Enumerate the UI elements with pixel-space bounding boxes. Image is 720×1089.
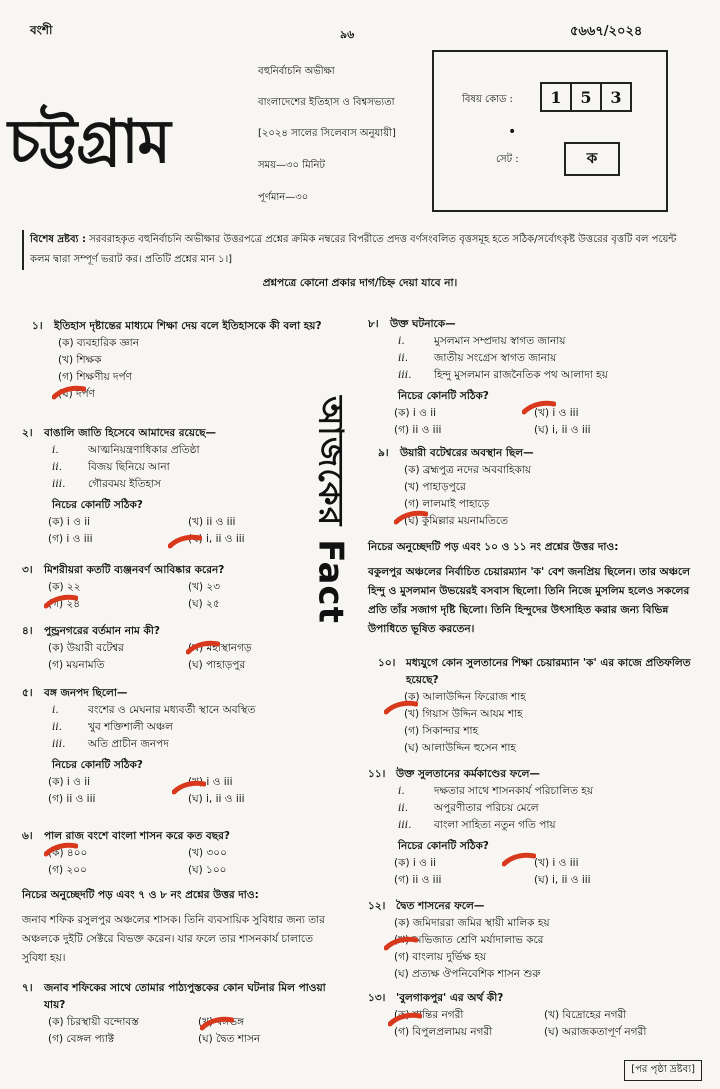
instruction-line: প্রশ্নপত্রে কোনো প্রকার দাগ/চিহ্ন দেয়া যাবে না। (262, 277, 458, 289)
option-marked: (ঘ) i, ii ও iii (188, 533, 245, 545)
answer-mark-icon (394, 510, 428, 526)
answer-mark-icon (522, 400, 556, 416)
option: (ঘ) i, ii ও iii (534, 874, 591, 886)
question-number: ১। (32, 320, 43, 332)
option: (গ) i ও iii (48, 533, 93, 545)
answer-mark-icon (502, 852, 536, 868)
option: (ঘ) ১০০ (188, 864, 227, 876)
option-marked: (খ) মহাস্থানগড় (188, 642, 252, 654)
option-marked: (ক) শান্তির নগরী (394, 1009, 464, 1021)
question-text: পুন্ড্রনগরের বর্তমান নাম কী? (44, 625, 160, 637)
exam-syllabus: [২০২৪ সালের সিলেবাস অনুযায়ী] (258, 128, 396, 139)
passage-text: জনাব শফিক রসুলপুর অঞ্চলের শাসক। তিনি ব্যবসায়িক সুবিধার জন্য তার অঞ্চলকে দুইটি সেক্টরে বিভক্ত করেন। যার ফলে তার শাসনকার্য চালাতে সুবিধা হয়। (22, 914, 325, 964)
option-marked: (ক) ৪০০ (48, 847, 88, 859)
question-2 (22, 425, 342, 548)
question-number: ৬। (22, 830, 33, 842)
option: (খ) শিক্ষক (58, 354, 102, 366)
header-left-label: বংশী (30, 23, 53, 37)
passage-intro: নিচের অনুচ্ছেদটি পড় এবং ১০ ও ১১ নং প্রশ্নের উত্তর দাও: (368, 541, 619, 553)
option: (গ) ২০০ (48, 864, 87, 876)
question-number: ১৩। (368, 992, 386, 1004)
question-text: উয়ারী বটেশ্বরের অবস্থান ছিল— (400, 447, 534, 459)
statement: iii. গৌরবময় ইতিহাস (52, 478, 161, 490)
option: (ঘ) দর্পণ (58, 388, 96, 400)
passage-2 (368, 538, 698, 639)
answer-mark-icon (384, 936, 418, 952)
box-dot: • (508, 124, 517, 140)
question-text: মিশরীয়রা কতটি ব্যঞ্জনবর্ণ আবিষ্কার করেন? (44, 564, 225, 576)
question-text: বাঙালি জাতি হিসেবে আমাদের রয়েছে— (44, 427, 217, 439)
option: (ক) i ও ii (394, 857, 437, 869)
subject-code-box (432, 50, 668, 212)
option: (ক) ব্রহ্মপুত্র নদের অববাহিকায় (404, 464, 532, 476)
answer-mark-icon (172, 780, 206, 796)
option: (ঘ) i, ii ও iii (188, 793, 245, 805)
question-number: ১১। (368, 768, 386, 780)
answer-mark-icon (388, 1012, 422, 1028)
question-number: ৪। (22, 625, 33, 637)
option-marked: (গ) ২৪ (48, 598, 81, 610)
watermark-text: আজকের Fact (310, 396, 351, 624)
passage-text: বকুলপুর অঞ্চলের নির্বাচিত চেয়ারম্যান 'ক' বেশ জনপ্রিয় ছিলেন। তার অঞ্চলে হিন্দু ও মুসলমান উভয়েরই বসবাস ছিলো। তিনি নিজে মুসলিম হলেও সকলের প্রতি তাঁর সজাগ দৃষ্টি ছিলো। তিনি হিন্দুদের উৎসাহিত করার জন্য বিভিন্ন উপাধিতে ভূষিত করতেন। (368, 566, 690, 635)
exam-full-marks: পূর্ণমান—৩০ (258, 192, 309, 203)
question-number: ৫। (22, 687, 33, 699)
option: (খ) বিদ্রোহের নগরী (544, 1009, 627, 1021)
statement: i. মুসলমান সম্প্রদায় স্বাগত জানায় (398, 335, 566, 347)
option: (ক) চিরস্থায়ী বন্দোবস্ত (48, 1016, 139, 1028)
option: (খ) ৩০০ (188, 847, 227, 859)
question-7 (22, 980, 342, 1048)
exam-subject: বাংলাদেশের ইতিহাস ও বিশ্বসভ্যতা (258, 97, 395, 108)
answer-mark-icon (44, 594, 78, 610)
sub-question: নিচের কোনটি সঠিক? (398, 390, 489, 402)
option: (গ) সিকান্দার শাহ (404, 725, 479, 737)
statement: i. বংশের ও মেঘনার মধ্যবর্তী স্থানে অবস্থিত (52, 704, 256, 716)
statement: ii. বিজয় ছিনিয়ে আনা (52, 461, 170, 473)
question-text: 'বুলগাকপুর' এর অর্থ কী? (396, 992, 504, 1004)
option: (ক) উয়ারী বটেশ্বর (48, 642, 124, 654)
passage-1 (22, 886, 340, 968)
question-11 (368, 766, 698, 889)
exam-type: বহুনির্বাচনি অভীক্ষা (258, 66, 335, 77)
question-text: উক্ত সুলতানের কর্মকাণ্ডের ফলে— (396, 768, 540, 780)
answer-mark-icon (200, 1016, 234, 1032)
option-marked: (গ) শিক্ষণীয় দর্পণ (58, 371, 133, 383)
option: (ক) আলাউদ্দিন ফিরোজ শাহ (404, 691, 526, 703)
option: (গ) ii ও iii (394, 874, 442, 886)
option: (ঘ) i, ii ও iii (534, 424, 591, 436)
question-text: উক্ত ঘটনাকে— (390, 318, 456, 330)
option: (ঘ) অরাজকতাপূর্ণ নগরী (544, 1026, 647, 1038)
question-number: ১২। (368, 900, 386, 912)
question-number: ৮। (368, 318, 379, 330)
answer-mark-icon (44, 842, 78, 858)
option-marked: (খ) বঙ্গভঙ্গ (198, 1016, 245, 1028)
statement: ii. অপুরণীতার পরিচয় মেলে (398, 802, 539, 814)
answer-mark-icon (168, 534, 202, 550)
option-marked: (খ) অভিজাত শ্রেণি মর্যাদালাভ করে (394, 934, 544, 946)
option: (গ) লালমাই পাহাড়ে (404, 498, 490, 510)
exam-time: সময়—৩০ মিনিট (258, 160, 325, 171)
option-marked: (ঘ) কুমিল্লার ময়নামতিতে (404, 515, 508, 527)
question-number: ৭। (22, 982, 33, 994)
statement: ii. খুব শক্তিশালী অঞ্চল (52, 721, 174, 733)
subject-code-digit: 3 (600, 82, 632, 112)
answer-mark-icon (384, 700, 418, 716)
notice-title: বিশেষ দ্রষ্টব্য : (30, 234, 86, 245)
option: (ঘ) দ্বৈত শাসন (198, 1033, 261, 1045)
sub-question: নিচের কোনটি সঠিক? (398, 840, 489, 852)
option: (গ) ii ও iii (394, 424, 442, 436)
option: (ক) i ও ii (48, 776, 91, 788)
answer-mark-icon (52, 385, 86, 401)
sub-question: নিচের কোনটি সঠিক? (52, 759, 143, 771)
question-text: মধ্যযুগে কোন সুলতানের শিক্ষা চেয়ারম্যান 'ক' এর কাজে প্রতিফলিত হয়েছে? (406, 657, 691, 686)
option: (ক) ব্যবহারিক জ্ঞান (58, 337, 139, 349)
question-8 (368, 316, 698, 439)
option: (গ) ii ও iii (48, 793, 96, 805)
question-text: পাল রাজ বংশে বাংলা শাসন করে কত বছর? (44, 830, 230, 842)
option: (ক) i ও ii (394, 407, 437, 419)
statement: i. আত্মনিয়ন্ত্রণাধিকার প্রতিষ্ঠা (52, 444, 200, 456)
next-page-note: [পর পৃষ্ঠা দ্রষ্টব্য] (624, 1060, 702, 1081)
subject-code-label: বিষয় কোড : (462, 94, 513, 105)
option-marked: (খ) গিয়াস উদ্দিন আযম শাহ (404, 708, 523, 720)
option: (গ) বেঙ্গল প্যাক্ট (48, 1033, 115, 1045)
option: (গ) বাংলায় দুর্ভিক্ষ হয় (394, 951, 487, 963)
subject-code-digit: 1 (540, 82, 572, 112)
option-marked: (খ) i ও iii (534, 857, 579, 869)
sub-question: নিচের কোনটি সঠিক? (52, 499, 143, 511)
subject-code-cells (542, 82, 632, 112)
special-notice (22, 230, 698, 270)
question-4 (22, 623, 322, 674)
option: (ক) i ও ii (48, 516, 91, 528)
set-label: সেট : (496, 154, 519, 165)
statement: iii. হিন্দু মুসলমান রাজনৈতিক পথ আলাদা হয় (398, 369, 608, 381)
question-number: ২। (22, 427, 33, 439)
set-value: ক (564, 142, 620, 176)
option: (গ) ময়নামতি (48, 659, 105, 671)
option: (ক) জমিদাররা জমির স্থায়ী মালিক হয় (394, 917, 550, 929)
statement: ii. জাতীয় সংগ্রেস স্বাগত জানায় (398, 352, 557, 364)
option: (ঘ) আলাউদ্দিন হুসেন শাহ (404, 742, 516, 754)
question-number: ৯। (378, 447, 389, 459)
statement: iii. অতি প্রাচীন জনপদ (52, 738, 169, 750)
question-10 (378, 655, 698, 757)
option: (গ) বিপুলপ্রলাময় নগরী (394, 1026, 493, 1038)
option: (ঘ) পাহাড়পুর (188, 659, 246, 671)
option: (খ) পাহাড়পুরে (404, 481, 466, 493)
passage-intro: নিচের অনুচ্ছেদটি পড় এবং ৭ ও ৮ নং প্রশ্নের উত্তর দাও: (22, 889, 259, 901)
question-text: ইতিহাস দৃষ্টান্তের মাধ্যমে শিক্ষা দেয় বলে ইতিহাসকে কী বলা হয়? (54, 320, 322, 332)
subject-code-digit: 5 (570, 82, 602, 112)
statement: iii. বাংলা সাহিত্য নতুন গতি পায় (398, 819, 556, 831)
statement: i. দক্ষতার সাথে শাসনকার্য পরিচালিত হয় (398, 785, 593, 797)
option-marked: (খ) i ও iii (534, 407, 579, 419)
option: (ঘ) প্রত্যক্ষ ঔপনিবেশিক শাসন শুরু (394, 968, 541, 980)
option: (ক) ২২ (48, 581, 81, 593)
question-text: বঙ্গ জনপদ ছিলো— (44, 687, 128, 699)
code-number: ৫৬৬৭/২০২৪ (570, 24, 643, 39)
question-number: ১০। (378, 657, 396, 669)
option-marked: (খ) i ও iii (188, 776, 233, 788)
question-number: ৩। (22, 564, 33, 576)
option: (খ) ii ও iii (188, 516, 236, 528)
option: (ঘ) ২৫ (188, 598, 220, 610)
question-text: দ্বৈত শাসনের ফলে— (396, 900, 485, 912)
question-text: জনাব শফিকের সাথে তোমার পাঠ্যপুস্তকের কোন ঘটনার মিল পাওয়া যায়? (44, 982, 326, 1011)
board-name: চট্টগ্রাম (8, 107, 170, 177)
option: (খ) ২৩ (188, 581, 221, 593)
page-number: ৯৬ (340, 28, 355, 41)
notice-text: সরবরাহকৃত বহুনির্বাচনি অভীক্ষার উত্তরপত্রে প্রশ্নের ক্রমিক নম্বরের বিপরীতে প্রদত্ত বর্ণসংবলিত বৃত্তসমূহ হতে সঠিক/সর্বোৎকৃষ্ট উত্তরের বৃত্তটি বল পয়েন্ট কলম দ্বারা সম্পূর্ণ ভরাট কর। প্রতিটি প্রশ্নের মান ১।] (30, 234, 677, 265)
answer-mark-icon (186, 640, 220, 656)
